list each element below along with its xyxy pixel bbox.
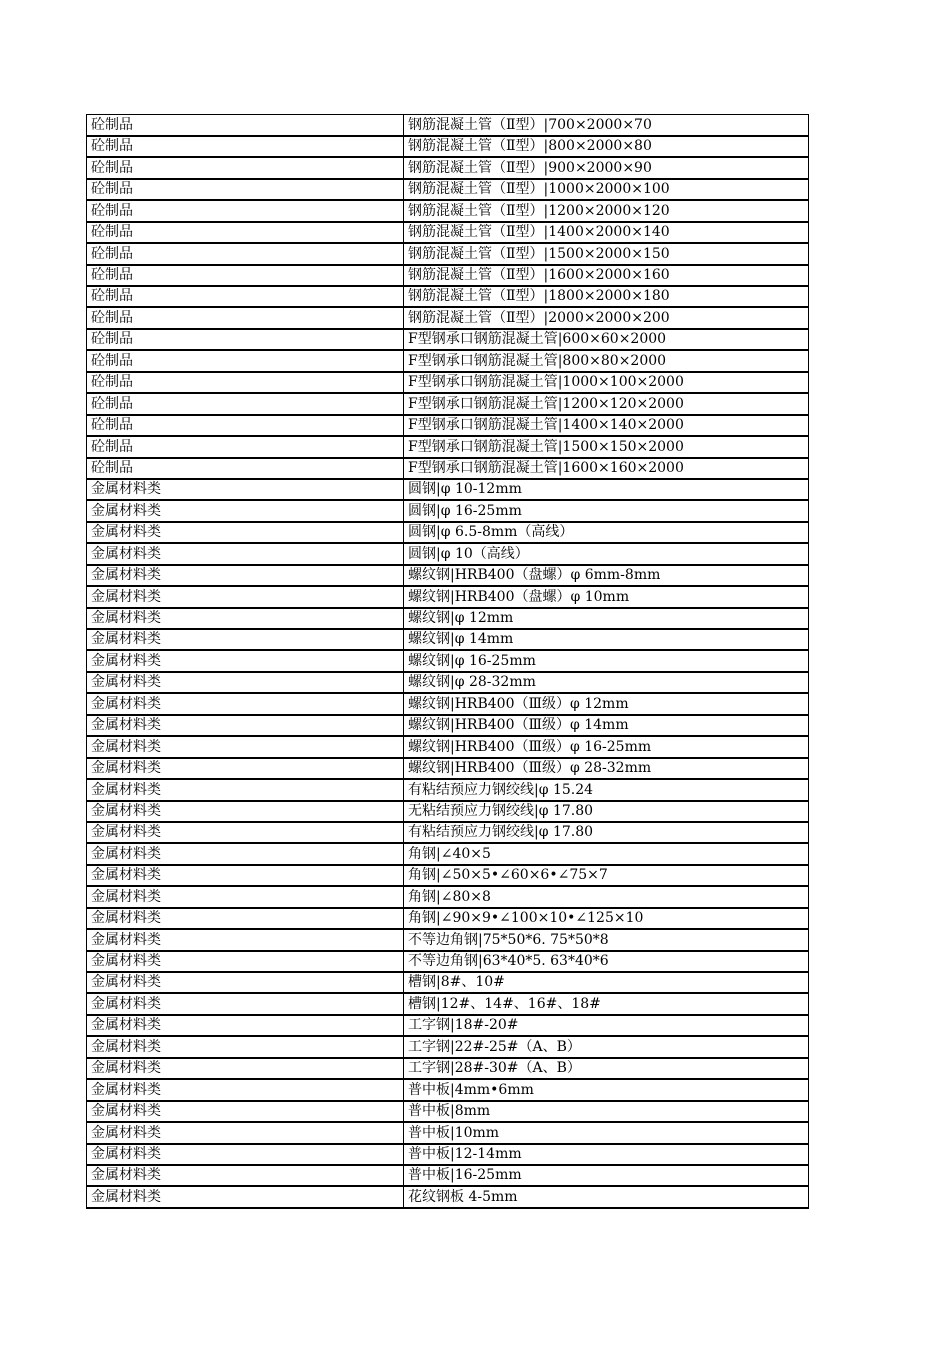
spec-cell[interactable]: F型钢承口钢筋混凝土管|1200×120×2000	[404, 393, 809, 414]
category-cell[interactable]: 砼制品	[87, 200, 404, 221]
category-cell[interactable]: 金属材料类	[87, 1144, 404, 1165]
spec-cell[interactable]: 不等边角钢|63*40*5. 63*40*6	[404, 951, 809, 972]
category-cell[interactable]: 金属材料类	[87, 1015, 404, 1036]
category-cell[interactable]: 金属材料类	[87, 715, 404, 736]
spec-cell[interactable]: 角钢|∠50×5•∠60×6•∠75×7	[404, 865, 809, 886]
category-cell[interactable]: 金属材料类	[87, 565, 404, 586]
table-row	[87, 715, 809, 736]
table-row	[87, 179, 809, 200]
category-cell[interactable]: 金属材料类	[87, 993, 404, 1014]
category-cell[interactable]: 金属材料类	[87, 479, 404, 500]
spec-cell[interactable]: 螺纹钢|HRB400（盘螺）φ 6mm-8mm	[404, 565, 809, 586]
table-row	[87, 693, 809, 714]
spec-cell[interactable]: F型钢承口钢筋混凝土管|1600×160×2000	[404, 458, 809, 479]
spec-cell[interactable]: 钢筋混凝土管（Ⅱ型）|1800×2000×180	[404, 286, 809, 307]
table-row	[87, 458, 809, 479]
table-row	[87, 929, 809, 950]
table-row	[87, 479, 809, 500]
category-cell[interactable]: 金属材料类	[87, 629, 404, 650]
table-row	[87, 586, 809, 607]
category-cell[interactable]: 砼制品	[87, 415, 404, 436]
table-row	[87, 200, 809, 221]
spec-cell[interactable]: 螺纹钢|φ 12mm	[404, 608, 809, 629]
spec-cell[interactable]: 钢筋混凝土管（Ⅱ型）|1500×2000×150	[404, 243, 809, 264]
spec-cell[interactable]: 角钢|∠90×9•∠100×10•∠125×10	[404, 908, 809, 929]
category-cell[interactable]: 砼制品	[87, 222, 404, 243]
category-cell[interactable]: 金属材料类	[87, 865, 404, 886]
table-row	[87, 650, 809, 671]
category-cell[interactable]: 金属材料类	[87, 843, 404, 864]
table-row	[87, 157, 809, 178]
category-cell[interactable]: 金属材料类	[87, 972, 404, 993]
category-cell[interactable]: 砼制品	[87, 372, 404, 393]
category-cell[interactable]: 砼制品	[87, 265, 404, 286]
table-row	[87, 736, 809, 757]
spec-cell[interactable]: 工字钢|18#-20#	[404, 1015, 809, 1036]
spec-cell[interactable]: F型钢承口钢筋混凝土管|1400×140×2000	[404, 415, 809, 436]
table-row	[87, 908, 809, 929]
table-row	[87, 350, 809, 371]
category-cell[interactable]: 金属材料类	[87, 608, 404, 629]
spec-cell[interactable]: 普中板|16-25mm	[404, 1165, 809, 1186]
table-row	[87, 1036, 809, 1057]
table-row	[87, 500, 809, 521]
spec-cell[interactable]: 角钢|∠80×8	[404, 886, 809, 907]
category-cell[interactable]: 金属材料类	[87, 736, 404, 757]
spec-cell[interactable]: 钢筋混凝土管（Ⅱ型）|1000×2000×100	[404, 179, 809, 200]
table-row	[87, 243, 809, 264]
category-cell[interactable]: 金属材料类	[87, 801, 404, 822]
spec-cell[interactable]: 普中板|10mm	[404, 1122, 809, 1143]
spec-cell[interactable]: 螺纹钢|φ 14mm	[404, 629, 809, 650]
table-row	[87, 822, 809, 843]
spec-cell[interactable]: 螺纹钢|φ 28-32mm	[404, 672, 809, 693]
spec-cell[interactable]: 钢筋混凝土管（Ⅱ型）|2000×2000×200	[404, 307, 809, 328]
table-row	[87, 951, 809, 972]
spec-cell[interactable]: 螺纹钢|HRB400（盘螺）φ 10mm	[404, 586, 809, 607]
category-cell[interactable]: 金属材料类	[87, 1122, 404, 1143]
spec-cell[interactable]: 花纹钢板 4-5mm	[404, 1186, 809, 1207]
spec-cell[interactable]: 螺纹钢|HRB400（Ⅲ级）φ 14mm	[404, 715, 809, 736]
table-row	[87, 1079, 809, 1100]
category-cell[interactable]: 金属材料类	[87, 1036, 404, 1057]
spec-cell[interactable]: 有粘结预应力钢绞线|φ 17.80	[404, 822, 809, 843]
spec-cell[interactable]: 钢筋混凝土管（Ⅱ型）|1600×2000×160	[404, 265, 809, 286]
table-row	[87, 608, 809, 629]
table-row	[87, 1186, 809, 1207]
category-cell[interactable]: 砼制品	[87, 350, 404, 371]
category-cell[interactable]: 砼制品	[87, 286, 404, 307]
spec-cell[interactable]: 圆钢|φ 6.5-8mm（高线）	[404, 522, 809, 543]
spec-cell[interactable]: 钢筋混凝土管（Ⅱ型）|700×2000×70	[404, 115, 809, 136]
table-row	[87, 265, 809, 286]
spec-cell[interactable]: 有粘结预应力钢绞线|φ 15.24	[404, 779, 809, 800]
category-cell[interactable]: 砼制品	[87, 329, 404, 350]
category-cell[interactable]: 金属材料类	[87, 672, 404, 693]
category-cell[interactable]: 砼制品	[87, 393, 404, 414]
spec-cell[interactable]: 普中板|12-14mm	[404, 1144, 809, 1165]
category-cell[interactable]: 金属材料类	[87, 1058, 404, 1079]
category-cell[interactable]: 砼制品	[87, 436, 404, 457]
spec-cell[interactable]: 工字钢|28#-30#（A、B）	[404, 1058, 809, 1079]
table-row	[87, 758, 809, 779]
category-cell[interactable]: 金属材料类	[87, 758, 404, 779]
category-cell[interactable]: 砼制品	[87, 157, 404, 178]
category-cell[interactable]: 金属材料类	[87, 951, 404, 972]
spec-cell[interactable]: 圆钢|φ 10（高线）	[404, 543, 809, 564]
category-cell[interactable]: 金属材料类	[87, 886, 404, 907]
table-row	[87, 1165, 809, 1186]
category-cell[interactable]: 金属材料类	[87, 1165, 404, 1186]
category-cell[interactable]: 砼制品	[87, 115, 404, 136]
category-cell[interactable]: 金属材料类	[87, 929, 404, 950]
spec-cell[interactable]: 普中板|4mm•6mm	[404, 1079, 809, 1100]
table-row	[87, 372, 809, 393]
category-cell[interactable]: 金属材料类	[87, 586, 404, 607]
spreadsheet-table	[86, 114, 809, 1209]
table-row	[87, 565, 809, 586]
spec-cell[interactable]: 钢筋混凝土管（Ⅱ型）|900×2000×90	[404, 157, 809, 178]
table-row	[87, 329, 809, 350]
spec-cell[interactable]: 圆钢|φ 16-25mm	[404, 500, 809, 521]
spec-cell[interactable]: F型钢承口钢筋混凝土管|1000×100×2000	[404, 372, 809, 393]
table-row	[87, 543, 809, 564]
spec-cell[interactable]: 钢筋混凝土管（Ⅱ型）|800×2000×80	[404, 136, 809, 157]
category-cell[interactable]: 金属材料类	[87, 650, 404, 671]
table-row	[87, 672, 809, 693]
category-cell[interactable]: 砼制品	[87, 458, 404, 479]
table-row	[87, 801, 809, 822]
spec-cell[interactable]: 圆钢|φ 10-12mm	[404, 479, 809, 500]
table-row	[87, 1144, 809, 1165]
table-row	[87, 865, 809, 886]
spec-cell[interactable]: 螺纹钢|φ 16-25mm	[404, 650, 809, 671]
table-row	[87, 779, 809, 800]
category-cell[interactable]: 金属材料类	[87, 1101, 404, 1122]
category-cell[interactable]: 砼制品	[87, 136, 404, 157]
category-cell[interactable]: 金属材料类	[87, 693, 404, 714]
category-cell[interactable]: 金属材料类	[87, 779, 404, 800]
table-row	[87, 1122, 809, 1143]
spreadsheet-body	[87, 115, 809, 1208]
spec-cell[interactable]: 普中板|8mm	[404, 1101, 809, 1122]
table-row	[87, 522, 809, 543]
spec-cell[interactable]: 角钢|∠40×5	[404, 843, 809, 864]
table-row	[87, 136, 809, 157]
table-row	[87, 115, 809, 136]
table-row	[87, 415, 809, 436]
table-row	[87, 629, 809, 650]
spec-cell[interactable]: 钢筋混凝土管（Ⅱ型）|1200×2000×120	[404, 200, 809, 221]
table-row	[87, 286, 809, 307]
table-row	[87, 1101, 809, 1122]
table-row	[87, 307, 809, 328]
spec-cell[interactable]: 槽钢|12#、14#、16#、18#	[404, 993, 809, 1014]
category-cell[interactable]: 砼制品	[87, 307, 404, 328]
table-row	[87, 843, 809, 864]
category-cell[interactable]: 金属材料类	[87, 822, 404, 843]
table-row	[87, 1015, 809, 1036]
category-cell[interactable]: 金属材料类	[87, 543, 404, 564]
category-cell[interactable]: 金属材料类	[87, 522, 404, 543]
table-row	[87, 393, 809, 414]
table-row	[87, 1058, 809, 1079]
category-cell[interactable]: 金属材料类	[87, 1079, 404, 1100]
spec-cell[interactable]: 工字钢|22#-25#（A、B）	[404, 1036, 809, 1057]
category-cell[interactable]: 砼制品	[87, 243, 404, 264]
spec-cell[interactable]: 槽钢|8#、10#	[404, 972, 809, 993]
spec-cell[interactable]: 螺纹钢|HRB400（Ⅲ级）φ 12mm	[404, 693, 809, 714]
spec-cell[interactable]: 无粘结预应力钢绞线|φ 17.80	[404, 801, 809, 822]
spec-cell[interactable]: 钢筋混凝土管（Ⅱ型）|1400×2000×140	[404, 222, 809, 243]
table-row	[87, 436, 809, 457]
table-row	[87, 222, 809, 243]
table-row	[87, 886, 809, 907]
category-cell[interactable]: 金属材料类	[87, 1186, 404, 1207]
category-cell[interactable]: 金属材料类	[87, 500, 404, 521]
spec-cell[interactable]: F型钢承口钢筋混凝土管|800×80×2000	[404, 350, 809, 371]
category-cell[interactable]: 砼制品	[87, 179, 404, 200]
table-row	[87, 972, 809, 993]
spec-cell[interactable]: F型钢承口钢筋混凝土管|1500×150×2000	[404, 436, 809, 457]
spec-cell[interactable]: 不等边角钢|75*50*6. 75*50*8	[404, 929, 809, 950]
spec-cell[interactable]: 螺纹钢|HRB400（Ⅲ级）φ 16-25mm	[404, 736, 809, 757]
spec-cell[interactable]: F型钢承口钢筋混凝土管|600×60×2000	[404, 329, 809, 350]
category-cell[interactable]: 金属材料类	[87, 908, 404, 929]
spec-cell[interactable]: 螺纹钢|HRB400（Ⅲ级）φ 28-32mm	[404, 758, 809, 779]
table-row	[87, 993, 809, 1014]
